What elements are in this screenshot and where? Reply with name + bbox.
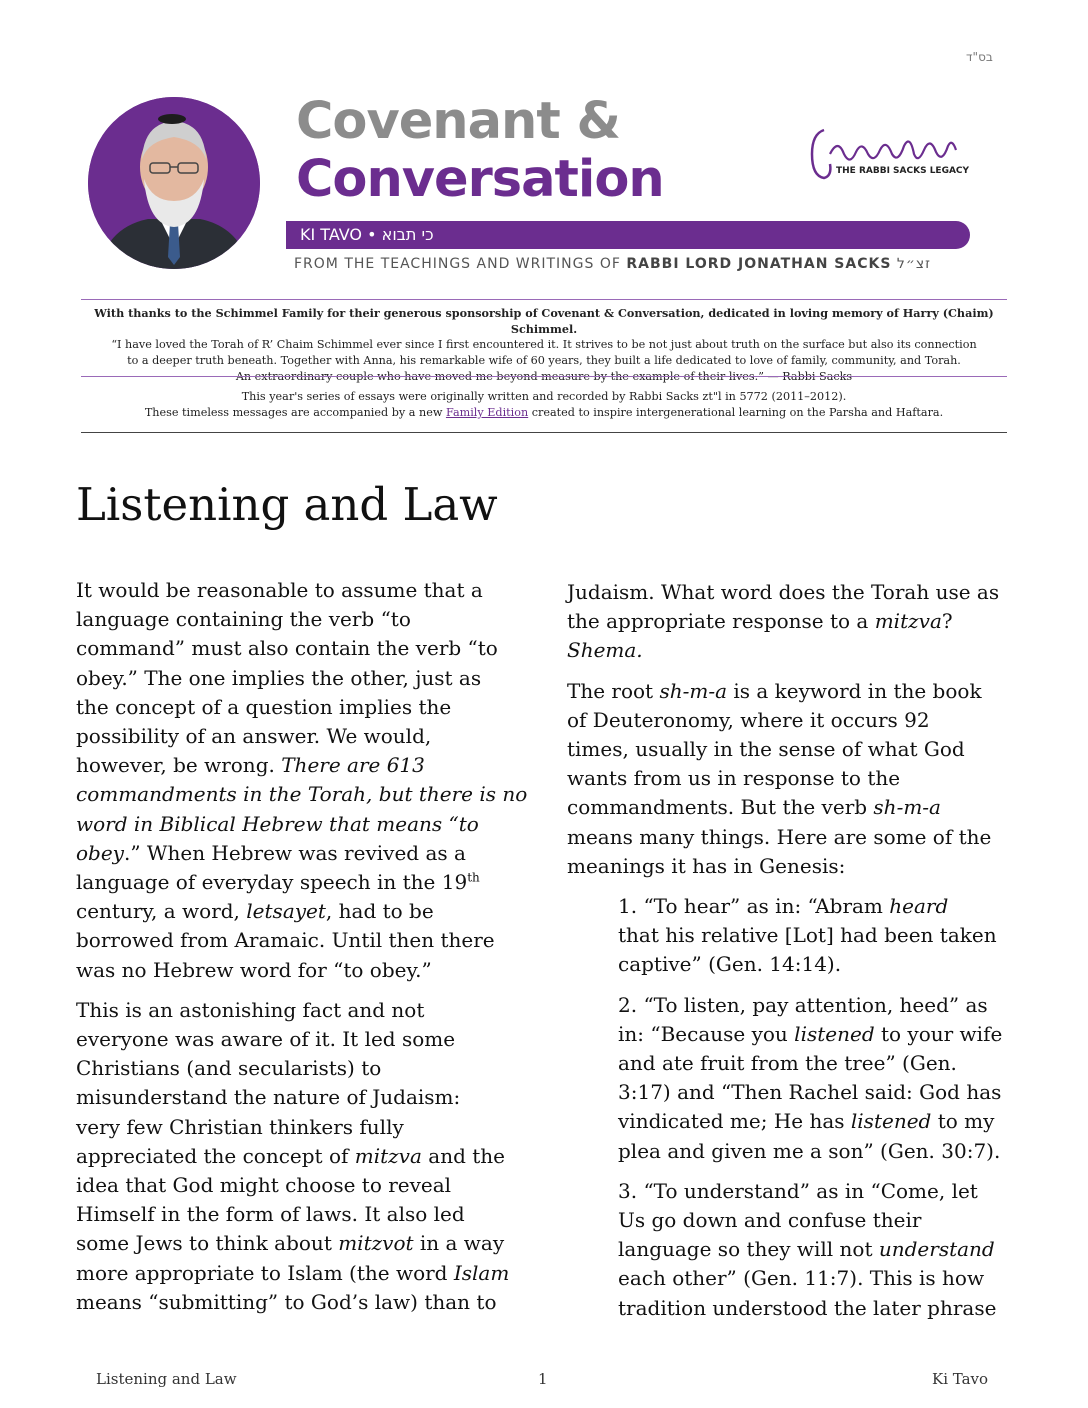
- series-note: [81, 389, 1007, 421]
- dedication-quote-line: “I have loved the Torah of R’ Chaim Schimmel ever since I first encountered it. It strives to be not just about truth on the surface but also its connection: [111, 338, 977, 351]
- paragraph: It would be reasonable to assume that a language containing the verb “to command” must also contain the verb “to obey.” The one implies the other, just as the concept of a question implies the possibility of an answer. We would, however, be wrong. There are 613 commandments in the Torah, but there is no word in Biblical Hebrew that means “to obey.” When Hebrew was revived as a language of everyday speech in the 19th century, a word, letsayet, had to be borrowed from Aramaic. Until then there was no Hebrew word for “to obey.”: [76, 578, 528, 982]
- family-edition-link[interactable]: Family Edition: [445, 406, 529, 419]
- masthead-title-line1: Covenant &: [296, 92, 620, 151]
- from-prefix: FROM THE TEACHINGS AND WRITINGS OF: [294, 256, 621, 272]
- paragraph: The root sh-m-a is a keyword in the book of Deuteronomy, where it occurs 92 times, usually in the sense of what God wants from us in response to the commandments. But the verb sh-m-a means many things. Here are some of the meanings it has in Genesis:: [567, 678, 992, 878]
- series-note-text: These timeless messages are accompanied by a new: [144, 406, 446, 419]
- dedication-bold: With thanks to the Schimmel Family for their generous sponsorship of Covenant & Conversation, dedicated in loving memory of Harry (Chaim) Schimmel.: [94, 306, 994, 336]
- footer-page-number: 1: [538, 1370, 548, 1388]
- from-suffix: זצ״ל: [896, 256, 931, 272]
- divider-bottom: [81, 432, 1007, 433]
- series-note-text: created to inspire intergenerational learning on the Parsha and Haftara.: [528, 406, 944, 419]
- masthead-title-line2: Conversation: [296, 150, 664, 209]
- footer-parsha: Ki Tavo: [932, 1370, 989, 1388]
- list-item: 1. “To hear” as in: “Abram heard that his relative [Lot] had been taken captive” (Gen. 14:14).: [618, 894, 997, 977]
- divider-middle: [81, 376, 1007, 377]
- divider-top: [81, 299, 1007, 300]
- paragraph: This is an astonishing fact and not everyone was aware of it. It led some Christians (and secularists) to misunderstand the nature of Judaism: very few Christian thinkers fully appreciated the concept of mitzva and the idea that God might choose to reveal Himself in the form of laws. It also led some Jews to think about mitzvot in a way more appropriate to Islam (the word Islam means “submitting” to God’s law) than to: [76, 997, 510, 1314]
- list-item: 2. “To listen, pay attention, heed” as in: “Because you listened to your wife and ate fruit from the tree” (Gen. 3:17) and “Then Rachel said: God has vindicated me; He has listened to my plea and given me a son” (Gen. 30:7).: [618, 992, 1003, 1163]
- footer-title: Listening and Law: [96, 1370, 237, 1388]
- parsha-name: KI TAVO • כי תבוא: [300, 225, 434, 244]
- series-note-line: [81, 405, 1007, 421]
- article-column-left: [76, 576, 526, 1317]
- paragraph: Judaism. What word does the Torah use as the appropriate response to a mitzva? Shema.: [567, 580, 1000, 663]
- dedication-quote-line: to a deeper truth beneath. Together with Anna, his remarkable wife of 60 years, they built a life dedicated to love of family, community, and Torah.: [127, 354, 961, 367]
- from-name: RABBI LORD JONATHAN SACKS: [626, 256, 892, 272]
- bsd-mark: בס"ד: [966, 50, 993, 64]
- author-portrait: [88, 97, 260, 269]
- series-note-line: This year's series of essays were originally written and recorded by Rabbi Sacks zt"l in 5772 (2011–2012).: [241, 390, 847, 403]
- dedication-quote-line: An extraordinary couple who have moved me beyond measure by the example of their lives.” — Rabbi Sacks: [235, 370, 853, 383]
- dedication-block: [81, 305, 1007, 385]
- article-title: Listening and Law: [76, 478, 498, 531]
- parsha-banner: [286, 221, 970, 249]
- article-column-right: [567, 578, 1017, 1323]
- list-item: 3. “To understand” as in “Come, let Us go down and confuse their language so they will not understand each other” (Gen. 11:7). This is how tradition understood the later phrase: [618, 1178, 997, 1320]
- signature-caption: THE RABBI SACKS LEGACY: [836, 166, 970, 176]
- from-line: [294, 255, 931, 273]
